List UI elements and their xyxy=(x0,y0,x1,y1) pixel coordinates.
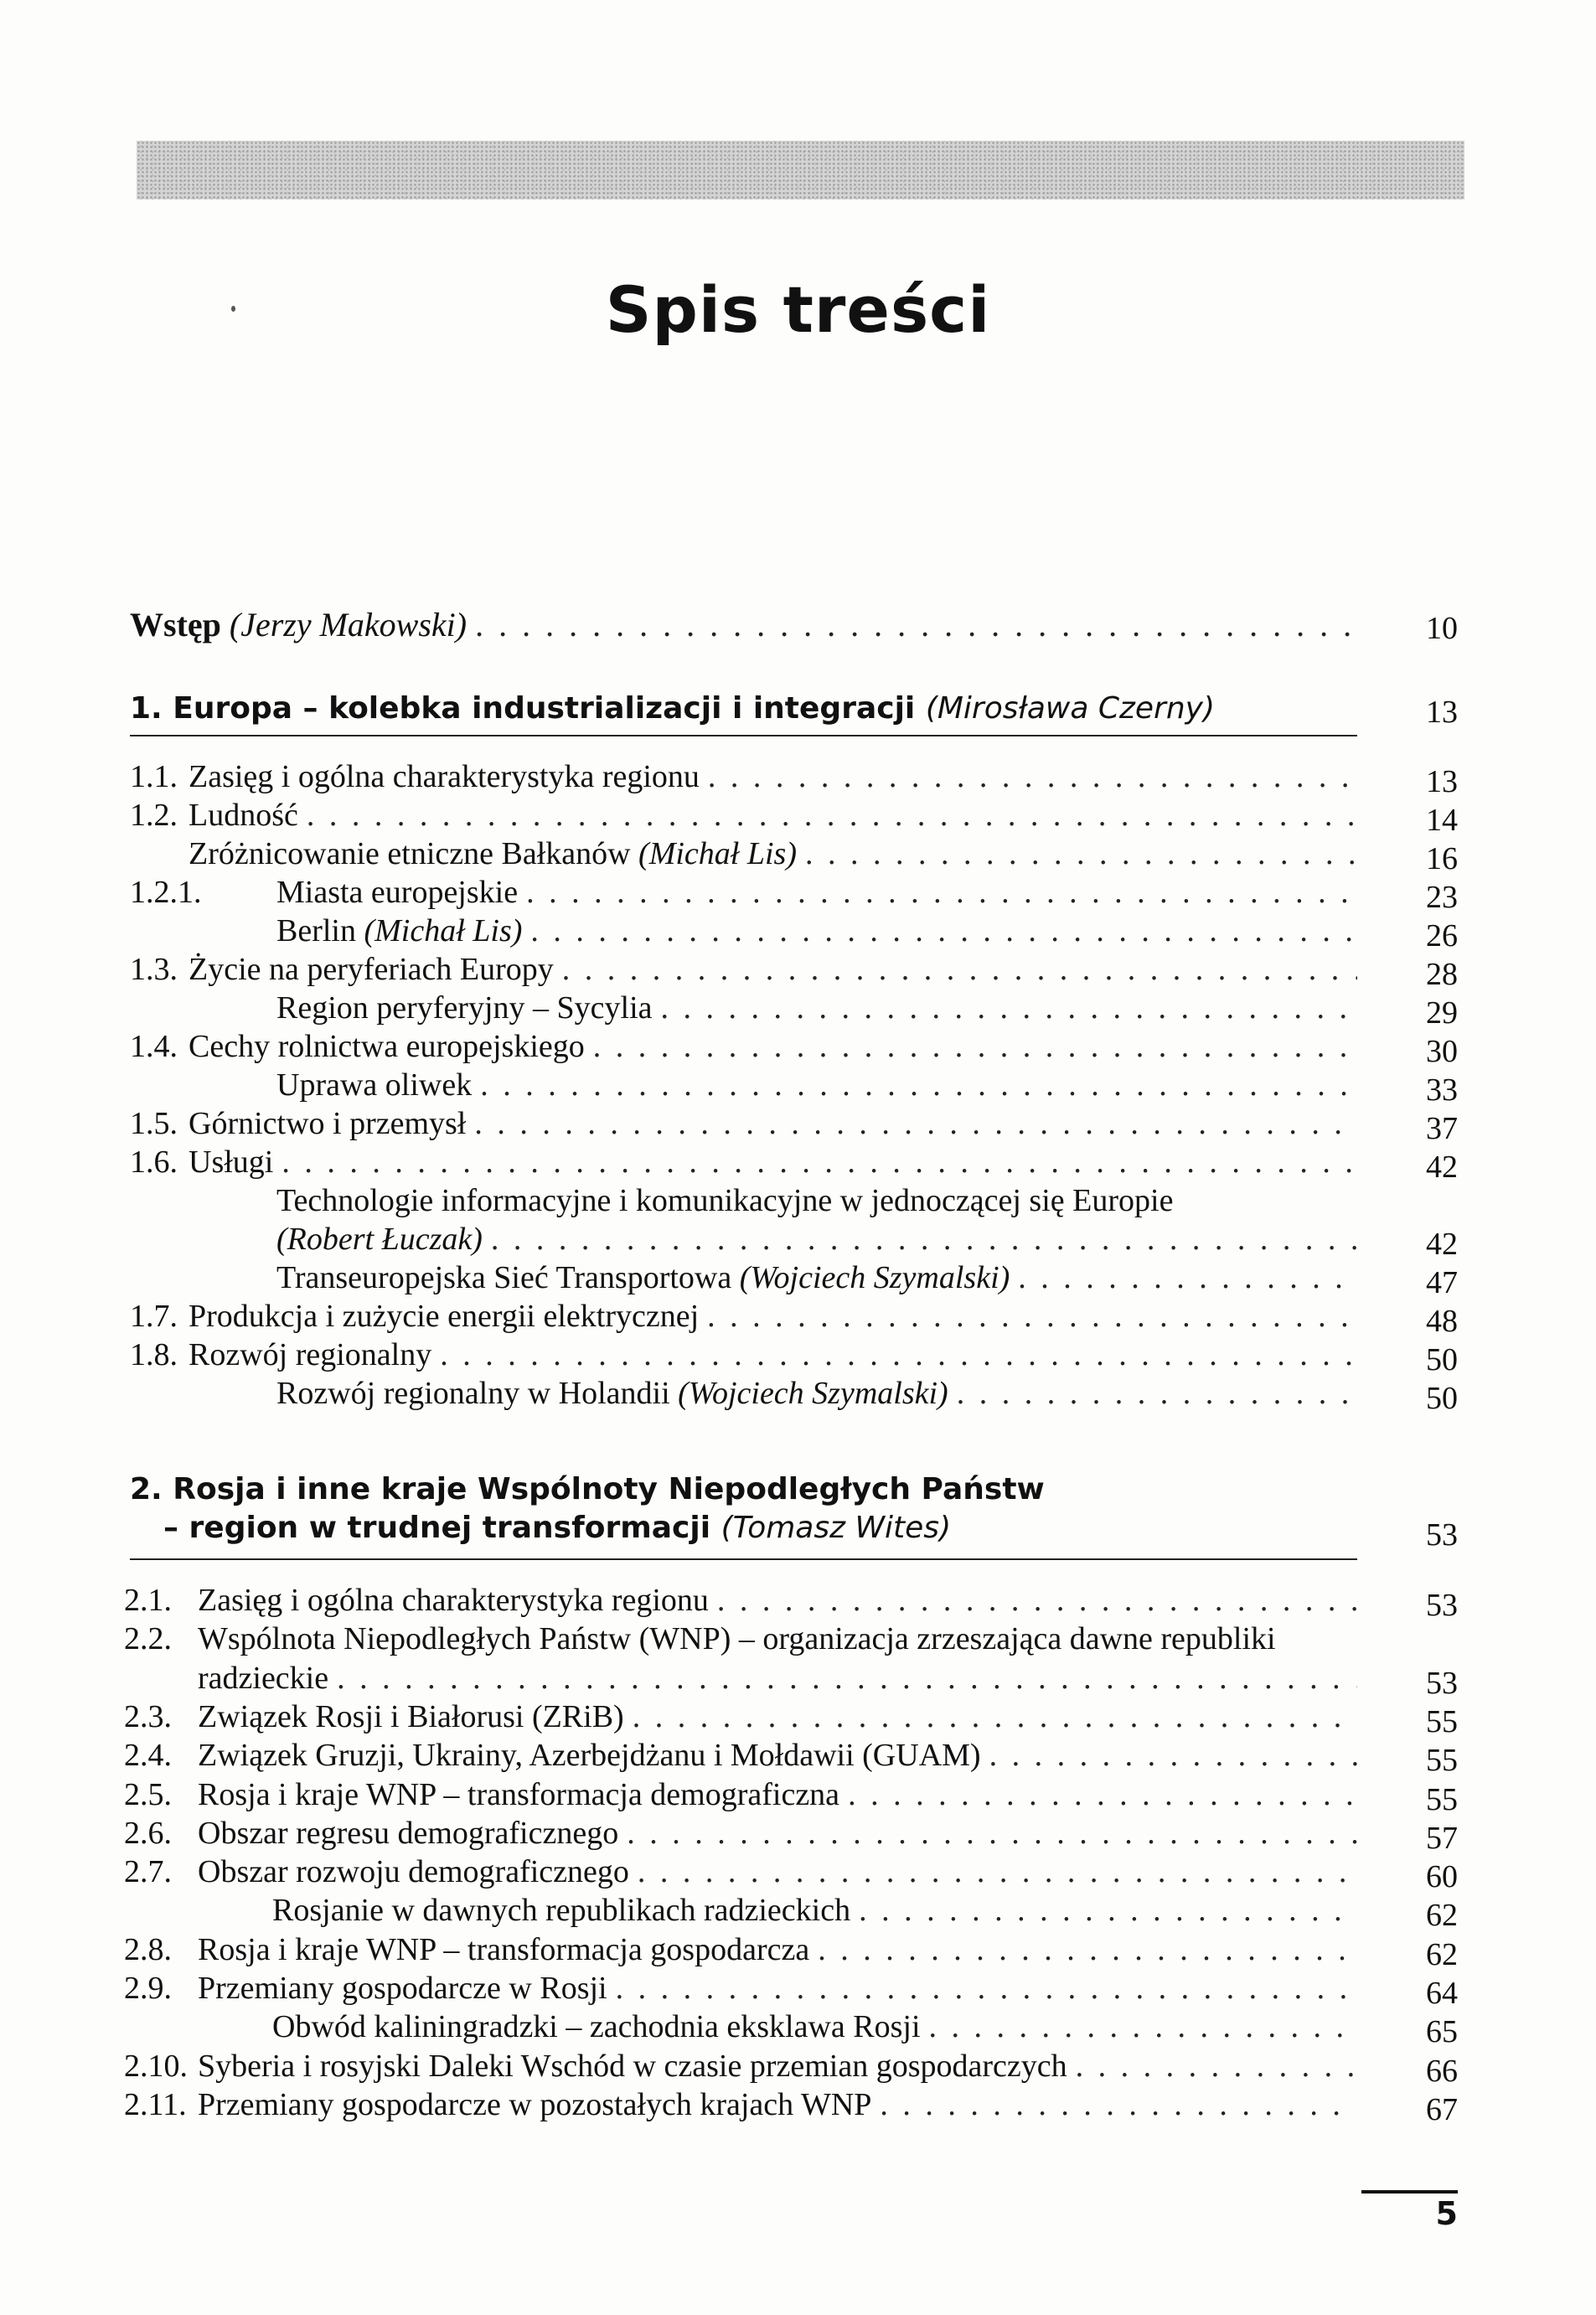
dot-leader xyxy=(717,1580,1357,1620)
toc-entry-page: 30 xyxy=(1426,1034,1458,1069)
dot-leader xyxy=(530,911,1357,951)
toc-entry-page: 33 xyxy=(1426,1072,1458,1108)
dot-leader xyxy=(627,1813,1357,1853)
toc-entry[interactable] xyxy=(0,1373,1357,1413)
toc-entry-text: Berlin xyxy=(276,913,364,948)
toc-entry-title xyxy=(198,1580,709,1620)
toc-entry-text: Obszar regresu demograficznego xyxy=(198,1815,619,1851)
toc-entry-text: Produkcja i zużycie energii elektrycznej xyxy=(189,1299,700,1334)
toc-entry-title xyxy=(198,1852,629,1892)
toc-entry-text: Zasięg i ogólna charakterystyka regionu xyxy=(189,759,700,794)
toc-entry-page: 64 xyxy=(1426,1976,1458,2011)
dot-leader xyxy=(491,1219,1357,1259)
toc-entry[interactable] xyxy=(0,1181,1357,1221)
toc-entry-title xyxy=(276,1181,1173,1221)
toc-entry-title xyxy=(276,1219,483,1259)
toc-entry[interactable] xyxy=(0,1619,1357,1659)
toc-entry-page: 62 xyxy=(1426,1898,1458,1934)
toc-entry-title xyxy=(198,1658,328,1698)
toc-entry[interactable] xyxy=(0,1890,1357,1930)
toc-entry-title xyxy=(276,1373,948,1413)
toc-entry-text: Zasięg i ogólna charakterystyka regionu xyxy=(198,1583,709,1618)
toc-entry-number: 1.1. xyxy=(130,759,178,794)
toc-entry-number: 1.2.1. xyxy=(130,875,202,910)
toc-entry-text: Region peryferyjny – Sycylia xyxy=(276,990,653,1026)
page-number: 5 xyxy=(1435,2195,1458,2232)
toc-entry-page: 65 xyxy=(1426,2014,1458,2050)
chapter1-author: (Mirosława Czerny) xyxy=(925,691,1215,726)
toc-entry-page: 13 xyxy=(1426,764,1458,799)
toc-entry-title xyxy=(198,1697,624,1737)
toc-entry[interactable] xyxy=(0,1258,1357,1298)
toc-entry[interactable] xyxy=(0,1968,1357,2008)
toc-entry-number: 2.10. xyxy=(124,2048,188,2084)
toc-entry-page: 53 xyxy=(1426,1588,1458,1623)
toc-entry[interactable] xyxy=(0,795,1357,835)
toc-entry-page: 23 xyxy=(1426,880,1458,915)
toc-entry-number: 2.5. xyxy=(124,1776,172,1812)
chapter2-author: (Tomasz Wites) xyxy=(721,1511,952,1545)
toc-entry-page: 66 xyxy=(1426,2053,1458,2089)
toc-entry-title xyxy=(189,1335,431,1375)
toc-entry-title xyxy=(198,1813,618,1853)
toc-entry-page: 14 xyxy=(1426,803,1458,838)
toc-entry-number: 2.7. xyxy=(124,1854,172,1890)
toc-entry-number: 1.3. xyxy=(130,952,178,987)
toc-entry[interactable] xyxy=(0,1335,1357,1375)
toc-entry-page: 29 xyxy=(1426,995,1458,1031)
dot-leader xyxy=(281,1142,1357,1182)
toc-entry-text: Rozwój regionalny w Holandii xyxy=(276,1376,679,1411)
toc-entry-text: Związek Gruzji, Ukrainy, Azerbejdżanu i Mołdawii (GUAM) xyxy=(198,1738,981,1774)
dot-leader xyxy=(474,1103,1357,1144)
page-number-rule xyxy=(1361,2190,1458,2194)
toc-entry-number: 1.8. xyxy=(130,1337,178,1372)
toc-entry-page: 28 xyxy=(1426,957,1458,992)
toc-entry-text: Wspólnota Niepodległych Państw (WNP) – organizacja zrzeszająca dawne republiki xyxy=(198,1621,1276,1657)
toc-entry-title xyxy=(276,1065,472,1105)
toc-entry-text: Technologie informacyjne i komunikacyjne w jednoczącej się Europie xyxy=(276,1183,1174,1218)
dot-leader xyxy=(440,1335,1357,1375)
toc-entry[interactable] xyxy=(0,1296,1357,1336)
toc-entry[interactable] xyxy=(0,2046,1357,2086)
toc-entry-title xyxy=(276,872,518,912)
chapter2-subtitle: – region w trudnej transformacji xyxy=(163,1511,711,1545)
toc-entry-title xyxy=(272,2007,921,2047)
toc-entry-title xyxy=(198,2046,1067,2086)
toc-entry-text: Transeuropejska Sieć Transportowa xyxy=(276,1260,740,1295)
toc-entry[interactable] xyxy=(0,757,1357,797)
toc-entry-page: 26 xyxy=(1426,918,1458,953)
dot-leader xyxy=(707,1296,1357,1336)
dot-leader xyxy=(1018,1258,1357,1298)
chapter1-page: 13 xyxy=(1426,695,1458,730)
toc-entry-text: radzieckie xyxy=(198,1660,329,1696)
toc-entry-title xyxy=(198,1968,607,2008)
toc-entry-number: 1.5. xyxy=(130,1106,178,1141)
toc-entry-page: 67 xyxy=(1426,2091,1458,2127)
toc-entry-text: Obwód kaliningradzki – zachodnia eksklawa Rosji xyxy=(272,2009,921,2045)
dot-leader xyxy=(929,2007,1357,2047)
toc-entry-title xyxy=(198,1775,839,1815)
toc-entry-page: 50 xyxy=(1426,1342,1458,1377)
toc-entry-title xyxy=(276,1258,1010,1298)
chapter1-title: 1. Europa – kolebka industrializacji i integracji xyxy=(130,691,916,726)
toc-entry[interactable] xyxy=(0,872,1357,912)
dot-leader xyxy=(337,1658,1357,1698)
toc-entry[interactable] xyxy=(0,1658,1357,1698)
toc-entry-page: 60 xyxy=(1426,1859,1458,1895)
toc-entry-text: Ludność xyxy=(189,798,298,833)
toc-entry-author: (Michał Lis) xyxy=(364,913,523,948)
intro-author: (Jerzy Makowski) xyxy=(229,606,467,643)
toc-entry-title xyxy=(189,1026,585,1067)
toc-entry-text: Rosja i kraje WNP – transformacja demograficzna xyxy=(198,1776,840,1812)
toc-entry-title xyxy=(198,1619,1276,1659)
toc-entry-number: 1.4. xyxy=(130,1029,178,1064)
toc-entry-number: 1.2. xyxy=(130,798,178,833)
toc-entry[interactable] xyxy=(0,1852,1357,1892)
page-title: Spis treści xyxy=(605,272,991,347)
dot-leader xyxy=(859,1890,1357,1930)
toc-intro[interactable] xyxy=(130,603,1357,647)
toc-entry[interactable] xyxy=(0,1930,1357,1970)
toc-entry-number: 2.8. xyxy=(124,1931,172,1967)
toc-entry-page: 37 xyxy=(1426,1111,1458,1146)
toc-entry-page: 55 xyxy=(1426,1743,1458,1779)
toc-entry-page: 48 xyxy=(1426,1304,1458,1339)
toc-entry[interactable] xyxy=(0,1813,1357,1853)
toc-entry-page: 55 xyxy=(1426,1703,1458,1739)
toc-entry-title xyxy=(189,1103,466,1144)
toc-entry-text: Górnictwo i przemysł xyxy=(189,1106,467,1141)
toc-entry-title xyxy=(198,1930,809,1970)
toc-entry-text: Rozwój regionalny xyxy=(189,1337,432,1372)
dot-leader xyxy=(848,1775,1357,1815)
toc-entry-title xyxy=(189,757,700,797)
dot-leader xyxy=(805,834,1357,874)
toc-entry-number: 1.6. xyxy=(130,1145,178,1180)
toc-entry-text: Cechy rolnictwa europejskiego xyxy=(189,1029,585,1064)
toc-entry-title xyxy=(272,1890,850,1930)
dot-leader xyxy=(633,1697,1357,1737)
intro-label: Wstęp xyxy=(130,606,221,643)
dot-leader xyxy=(661,988,1357,1028)
chapter2-heading-line2[interactable] xyxy=(163,1508,951,1548)
toc-entry-text: Syberia i rosyjski Daleki Wschód w czasie przemian gospodarczych xyxy=(198,2048,1067,2084)
toc-entry[interactable] xyxy=(0,834,1357,874)
dot-leader xyxy=(880,2085,1357,2125)
toc-entry[interactable] xyxy=(0,1735,1357,1775)
toc-entry[interactable] xyxy=(0,1219,1357,1259)
dot-leader xyxy=(307,795,1357,835)
toc-entry-number: 2.4. xyxy=(124,1738,172,1774)
toc-entry-page: 57 xyxy=(1426,1820,1458,1856)
dot-leader xyxy=(989,1735,1357,1775)
toc-entry[interactable] xyxy=(0,1142,1357,1182)
chapter2-rule xyxy=(130,1558,1357,1560)
toc-entry-text: Życie na peryferiach Europy xyxy=(189,952,554,987)
toc-entry-text: Związek Rosji i Białorusi (ZRiB) xyxy=(198,1698,624,1734)
toc-entry-title xyxy=(189,1296,699,1336)
toc-entry[interactable] xyxy=(0,1580,1357,1620)
dot-leader xyxy=(480,1065,1357,1105)
toc-entry-number: 2.3. xyxy=(124,1698,172,1734)
toc-entry-page: 50 xyxy=(1426,1381,1458,1416)
toc-entry-text: Rosjanie w dawnych republikach radzieckich xyxy=(272,1893,851,1929)
dot-leader xyxy=(593,1026,1357,1067)
chapter1-heading[interactable] xyxy=(130,689,1215,729)
dot-leader xyxy=(957,1373,1357,1413)
toc-entry-number: 2.9. xyxy=(124,1971,172,2006)
toc-entry-title xyxy=(189,795,298,835)
toc-entry-title xyxy=(189,949,554,990)
dot-leader xyxy=(562,949,1357,990)
toc-entry-number: 2.2. xyxy=(124,1621,172,1657)
toc-entry-page: 42 xyxy=(1426,1150,1458,1185)
toc-entry-author: (Robert Łuczak) xyxy=(276,1222,483,1257)
toc-entry-text: Obszar rozwoju demograficznego xyxy=(198,1854,629,1890)
toc-entry-number: 2.1. xyxy=(124,1583,172,1618)
toc-entry-number: 2.11. xyxy=(124,2086,187,2122)
toc-entry-author: (Wojciech Szymalski) xyxy=(739,1260,1010,1295)
chapter1-rule xyxy=(130,735,1357,736)
toc-entry[interactable] xyxy=(0,1697,1357,1737)
toc-entry-title xyxy=(198,2085,871,2125)
dot-leader xyxy=(1076,2046,1357,2086)
toc-entry[interactable] xyxy=(0,1775,1357,1815)
toc-entry-text: Rosja i kraje WNP – transformacja gospodarcza xyxy=(198,1931,810,1967)
toc-entry-author: (Wojciech Szymalski) xyxy=(678,1376,948,1411)
toc-entry-page: 47 xyxy=(1426,1265,1458,1300)
toc-entry-text: Zróżnicowanie etniczne Bałkanów xyxy=(189,836,639,871)
toc-entry-number: 2.6. xyxy=(124,1815,172,1851)
toc-entry[interactable] xyxy=(0,949,1357,990)
toc-entry-text: Miasta europejskie xyxy=(276,875,519,910)
toc-entry[interactable] xyxy=(0,911,1357,951)
dot-leader xyxy=(616,1968,1357,2008)
toc-entry-text: Usługi xyxy=(189,1145,274,1180)
toc-entry[interactable] xyxy=(0,2007,1357,2047)
toc-entry-page: 16 xyxy=(1426,841,1458,876)
toc-entry-number: 1.7. xyxy=(130,1299,178,1334)
toc-entry-title xyxy=(276,911,522,951)
chapter2-heading-line1[interactable]: 2. Rosja i inne kraje Wspólnoty Niepodległych Państw xyxy=(130,1472,1045,1506)
toc-entry[interactable] xyxy=(0,1026,1357,1067)
toc-entry[interactable] xyxy=(0,1103,1357,1144)
toc-entry-page: 42 xyxy=(1426,1227,1458,1262)
toc-entry-page: 53 xyxy=(1426,1665,1458,1701)
dot-leader xyxy=(818,1930,1357,1970)
dot-leader xyxy=(708,757,1357,797)
toc-entry-title xyxy=(276,988,653,1028)
toc-entry-text: Uprawa oliwek xyxy=(276,1067,473,1103)
toc-entry-page: 55 xyxy=(1426,1781,1458,1817)
toc-entry[interactable] xyxy=(0,988,1357,1028)
toc-entry-page: 62 xyxy=(1426,1936,1458,1972)
toc-entry-text: Przemiany gospodarcze w pozostałych krajach WNP xyxy=(198,2086,872,2122)
toc-entry-author: (Michał Lis) xyxy=(638,836,797,871)
toc-entry-title xyxy=(189,1142,273,1182)
dot-leader xyxy=(638,1852,1357,1892)
intro-page: 10 xyxy=(1426,611,1458,646)
chapter2-page: 53 xyxy=(1426,1517,1458,1553)
toc-entry[interactable] xyxy=(0,2085,1357,2125)
dot-leader xyxy=(526,872,1357,912)
toc-entry-title xyxy=(189,834,797,874)
toc-entry-text: Przemiany gospodarcze w Rosji xyxy=(198,1971,607,2006)
toc-entry[interactable] xyxy=(0,1065,1357,1105)
toc-entry-title xyxy=(198,1735,981,1775)
